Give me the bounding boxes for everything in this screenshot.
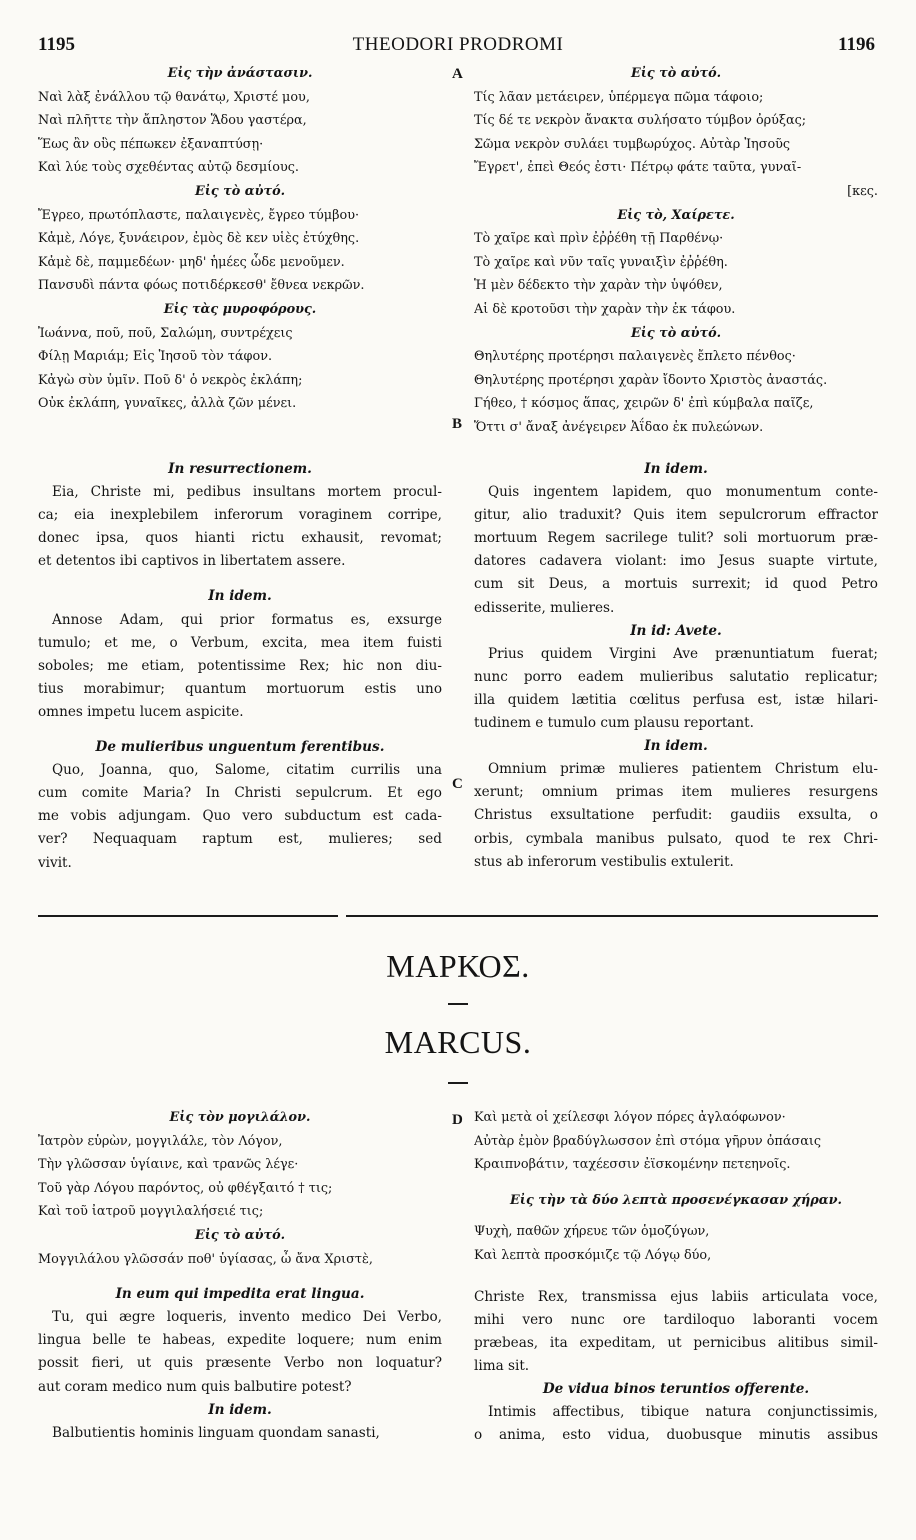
verse-line: Θηλυτέρης προτέρησι παλαιγενὲς ἔπλετο πένθος· (474, 349, 796, 365)
section-heading: Εἰς τὰς μυροφόρους. (163, 301, 317, 317)
section-heading: Εἰς τὸ αὐτό. (630, 66, 722, 81)
title-dash (448, 1082, 468, 1084)
prose-line: tumulo; et me, o Verbum, excita, mea item fuisti (38, 634, 442, 651)
page-number-right: 1196 (838, 34, 875, 55)
prose-line: possit fieri, ut quis præsente Verbo non loquatur? (38, 1355, 442, 1372)
section-heading: In idem. (644, 738, 708, 755)
section-heading: In resurrectionem. (168, 461, 312, 477)
page-number-left: 1195 (38, 34, 75, 55)
prose-line: me vobis adjungam. Quo vero subductum est cada- (38, 808, 442, 825)
prose-line: Tu, qui ægre loqueris, invento medico Dei Verbo, (52, 1309, 442, 1326)
section-heading: Εἰς τὴν τὰ δύο λεπτὰ προσενέγκασαν χήραν. (510, 1192, 842, 1208)
prose-line: illa quidem lætitia cœlitus perfusa est, istæ hilari- (474, 691, 878, 708)
mid-right-latin-column (474, 458, 878, 874)
section-heading: In id: Avete. (630, 622, 722, 639)
prose-line: Prius quidem Virgini Ave prænuntiatum fuerat; (488, 645, 878, 662)
margin-letter-c: C (452, 776, 463, 792)
section-heading: De vidua binos teruntios offerente. (542, 1380, 810, 1397)
verse-line: Ἰωάννα, ποῦ, ποῦ, Σαλώμη, συντρέχεις (38, 325, 293, 341)
prose-line: mortuum Regem sacrilege tulit? soli mortuorum præ- (474, 530, 878, 547)
verse-line: Καὶ λύε τοὺς σχεθέντας αὐτῷ δεσμίους. (38, 160, 299, 176)
section-heading: Εἰς τὴν ἀνάστασιν. (167, 66, 313, 81)
section-title-latin: MARCUS. (384, 1024, 532, 1060)
verse-line: Αἱ δὲ κροτοῦσι τὴν χαρὰν τὴν ἐκ τάφου. (474, 301, 736, 317)
prose-line: gitur, alio traduxit? Quis item sepulcrorum effractor (474, 507, 878, 524)
verse-line-continuation: [κες. (847, 183, 878, 199)
verse-line: Οὐκ ἐκλάπη, γυναῖκες, ἀλλὰ ζῶν μένει. (38, 396, 297, 412)
prose-line: ver? Nequaquam raptum est, mulieres; sed (38, 831, 442, 848)
prose-line: cum comite Maria? In Christi sepulcrum. Et ego (38, 785, 442, 802)
prose-line: Quo, Joanna, quo, Salome, citatim currilis una (52, 762, 442, 779)
verse-line: Φίλῃ Μαριάμ; Εἰς Ἰησοῦ τὸν τάφον. (38, 349, 273, 365)
bottom-right-column (474, 1106, 878, 1447)
verse-line: Καὶ τοῦ ἰατροῦ μογγιλαλήσειέ τις; (38, 1204, 264, 1220)
section-heading: In idem. (644, 461, 708, 477)
section-rule-left (38, 915, 338, 917)
prose-line: orbis, cymbala manibus pulsato, quod te rex Chri- (474, 830, 878, 847)
prose-line: xerunt; omnium primas item mulieres resurgens (474, 784, 878, 801)
margin-letter-a: A (452, 66, 463, 82)
verse-line: Αὐτὰρ ἐμὸν βραδύγλωσσον ἐπὶ στόμα γῆρυν ὀπάσαις (474, 1133, 822, 1149)
verse-line: Σῶμα νεκρὸν συλάει τυμβωρύχος. Αὐτὰρ Ἰησοῦς (474, 136, 791, 152)
prose-line: ca; eia inexplebilem inferorum voraginem corripe, (38, 507, 442, 524)
verse-line: Γήθεο, † κόσμος ἅπας, χειρῶν δ' ἐπὶ κύμβαλα παῖζε, (474, 396, 814, 412)
section-heading: De mulieribus unguentum ferentibus. (95, 739, 385, 756)
section-heading: In eum qui impedita erat lingua. (115, 1286, 365, 1303)
prose-line: o anima, esto vidua, duobusque minutis assibus (474, 1427, 878, 1444)
prose-line: præbeas, ita expeditam, ut pernicibus alitibus simil- (474, 1334, 878, 1351)
margin-letter-d: D (452, 1112, 463, 1128)
prose-line: lima sit. (474, 1357, 530, 1374)
prose-line: Christus exsultatione perfudit: gaudiis exsulta, o (474, 807, 878, 824)
prose-line: nunc porro eadem mulieribus salutatio replicatur; (474, 668, 878, 685)
section-heading: Εἰς τὸν μογιλάλον. (169, 1110, 311, 1125)
prose-line: datores cadavera violant: imo Jesus suapte virtute, (474, 553, 878, 570)
verse-line: Ἔγρετ', ἐπεὶ Θεός ἐστι· Πέτρῳ φάτε ταῦτα, γυναῖ- (474, 160, 802, 176)
verse-line: Πανσυδὶ πάντα φόως ποτιδέρκεσθ' ἔθνεα νεκρῶν. (38, 278, 365, 294)
prose-line: lingua belle te habeas, expedite loquere; num enim (38, 1332, 442, 1349)
section-heading: Εἰς τὸ αὐτό. (630, 325, 722, 341)
bottom-left-column (38, 1106, 442, 1445)
verse-line: Ἡ μὲν δέδεκτο τὴν χαρὰν τὴν ὑψόθεν, (474, 278, 723, 294)
top-left-greek-column (38, 62, 442, 416)
prose-line: Annose Adam, qui prior formatus es, exsurge (52, 611, 442, 628)
prose-line: cum sit Deus, a mortuis surrexit; id quod Petro (474, 576, 878, 593)
prose-line: Omnium primæ mulieres patientem Christum elu- (488, 761, 878, 778)
verse-line: Τίς δέ τε νεκρὸν ἄνακτα συλήσατο τύμβον ὀρύξας; (474, 113, 807, 129)
verse-line: Τὸ χαῖρε καὶ νῦν ταῖς γυναιξὶν ἐῤῥέθη. (474, 254, 728, 270)
verse-line: Τὴν γλῶσσαν ὑγίαινε, καὶ τρανῶς λέγε· (38, 1157, 299, 1173)
top-right-greek-column (474, 62, 878, 440)
prose-line: Intimis affectibus, tibique natura conjunctissimis, (488, 1404, 878, 1421)
prose-line: Christe Rex, transmissa ejus labiis articulata voce, (474, 1288, 878, 1305)
verse-line: Ἰατρὸν εὑρὼν, μογγιλάλε, τὸν Λόγον, (38, 1133, 283, 1149)
prose-line: Balbutientis hominis linguam quondam sanasti, (52, 1424, 380, 1441)
section-rule-right (346, 915, 878, 917)
verse-line: Τίς λᾶαν μετάειρεν, ὑπέρμεγα πῶμα τάφοιο; (474, 89, 764, 105)
verse-line: Καὶ λεπτὰ προσκόμιζε τῷ Λόγῳ δύο, (474, 1247, 712, 1263)
running-title: THEODORI PRODROMI (352, 34, 564, 55)
section-heading: Εἰς τὸ, Χαίρετε. (617, 207, 735, 223)
title-dash (448, 1003, 468, 1005)
verse-line: Ὅττι σ' ἄναξ ἀνέγειρεν Ἀΐδαο ἐκ πυλεώνων. (474, 419, 764, 435)
prose-line: et detentos ibi captivos in libertatem assere. (38, 553, 346, 570)
prose-line: Quis ingentem lapidem, quo monumentum conte- (488, 484, 878, 501)
verse-line: Θηλυτέρης προτέρησι χαρὰν ἴδοντο Χριστὸς ἀναστάς. (474, 372, 828, 388)
verse-line: Ψυχὴ, παθῶν χήρευε τῶν ὁμοζύγων, (474, 1224, 710, 1240)
verse-line: Κἀμὲ, Λόγε, ξυνάειρον, ἐμὸς δὲ κεν υἱὲς ἐτύχθης. (38, 231, 360, 247)
verse-line: Ναὶ λὰξ ἐνάλλου τῷ θανάτῳ, Χριστέ μου, (38, 89, 310, 105)
prose-line: stus ab inferorum vestibulis extulerit. (474, 853, 734, 870)
verse-line: Μογγιλάλου γλῶσσάν ποθ' ὑγίασας, ὦ ἄνα Χριστὲ, (38, 1251, 373, 1267)
prose-line: aut coram medico num quis balbutire potest? (38, 1378, 352, 1395)
verse-line: Καὶ μετὰ οἱ χείλεσφι λόγον πόρες ἀγλαόφωνον· (474, 1110, 786, 1125)
prose-line: edisserite, mulieres. (474, 599, 615, 616)
verse-line: Ἕως ἂν οὓς πέπωκεν ἐξαναπτύσῃ· (38, 136, 264, 152)
verse-line: Κἀμὲ δὲ, παμμεδέων· μηδ' ἡμέες ὧδε μενοῦμεν. (38, 254, 345, 270)
section-title-greek: ΜΑΡΚΟΣ. (386, 948, 530, 984)
mid-left-latin-column (38, 458, 442, 875)
verse-line: Κἀγὼ σὺν ὑμῖν. Ποῦ δ' ὁ νεκρὸς ἐκλάπη; (38, 372, 303, 388)
prose-line: omnes impetu lucem aspicite. (38, 703, 244, 720)
prose-line: tius morabimur; quantum mortuorum estis uno (38, 680, 442, 697)
prose-line: vivit. (38, 854, 72, 871)
verse-line: Ἔγρεο, πρωτόπλαστε, παλαιγενὲς, ἔγρεο τύμβου· (38, 207, 360, 223)
prose-line: donec ipsa, quos hianti rictu exhausit, revomat; (38, 530, 442, 547)
section-heading: In idem. (208, 588, 272, 605)
verse-line: Κραιπνοβάτιν, ταχέεσσιν ἐϊσκομένην πετεηνοῖς. (474, 1157, 791, 1173)
prose-line: mihi vero nunc ore tardiloquo laboranti vocem (474, 1311, 878, 1328)
prose-line: tudinem e tumulo cum plausu reportant. (474, 715, 754, 732)
verse-line: Τοῦ γὰρ Λόγου παρόντος, οὐ φθέγξαιτό † τις; (38, 1180, 333, 1196)
verse-line: Τὸ χαῖρε καὶ πρὶν ἐῤῥέθη τῇ Παρθένῳ· (474, 231, 724, 247)
section-heading: Εἰς τὸ αὐτό. (194, 183, 286, 199)
section-heading: In idem. (208, 1401, 272, 1418)
prose-line: Eia, Christe mi, pedibus insultans mortem procul- (52, 484, 442, 501)
margin-letter-b: B (452, 416, 463, 432)
verse-line: Ναὶ πλῆττε τὴν ἄπληστον Ἅδου γαστέρα, (38, 113, 307, 129)
prose-line: soboles; me etiam, potentissime Rex; hic non diu- (38, 657, 442, 674)
section-heading: Εἰς τὸ αὐτό. (194, 1227, 286, 1243)
